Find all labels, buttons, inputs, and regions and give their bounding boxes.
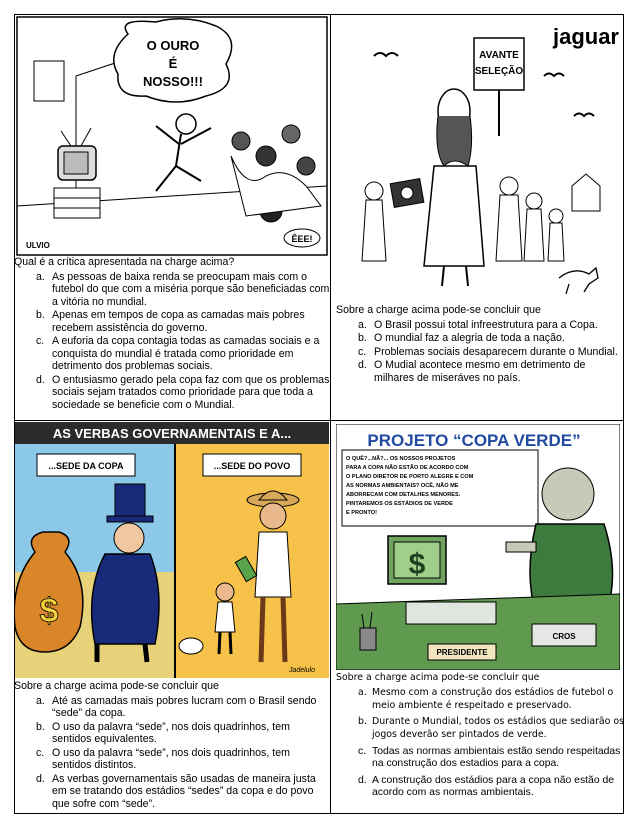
sign-line-1: AVANTE	[479, 50, 519, 61]
right-panel-label: ...SEDE DO POVO	[213, 461, 291, 471]
speech-line-4: AS NORMAS AMBIENTAIS? OCÊ, NÃO ME	[346, 483, 459, 489]
nameplate: PRESIDENTE	[436, 648, 488, 657]
cartoon-signature: jaguar	[552, 24, 619, 49]
speech-line-1: O QUÊ?...NÃ?... OS NOSSOS PROJETOS	[346, 456, 456, 462]
question-2-options	[336, 319, 624, 385]
question-1-option-b[interactable]: b. Apenas em tempos de copa as camadas mais pobres recebem assistência do governo.	[36, 309, 305, 334]
money-bag-dollar: $	[39, 592, 59, 630]
question-2	[336, 304, 624, 385]
question-2-prompt: Sobre a charge acima pode-se concluir que	[336, 304, 541, 316]
speech-line-6: PINTAREMOS OS ESTÁDIOS DE VERDE	[346, 501, 453, 507]
question-1-option-c[interactable]: c. A euforia da copa contagia todas as camadas sociais e a conquista do mundial é tratada como prioridade em detrimento dos problemas sociais.	[36, 335, 320, 372]
question-4-option-a[interactable]: a. Mesmo com a construção dos estádios de futebol o meio ambiente é respeitado e preservado.	[358, 686, 614, 711]
speech-line-3: NOSSO!!!	[143, 74, 203, 89]
question-2-option-a[interactable]: a. O Brasil possui total infreestrutura para a Copa.	[358, 318, 598, 331]
question-3	[14, 680, 330, 811]
question-1	[14, 256, 330, 412]
question-4-option-c[interactable]: c. Todas as normas ambientais estão sendo respeitadas na construção dos estadios para a copa.	[358, 745, 621, 770]
cartoon-title: PROJETO “COPA VERDE”	[367, 431, 581, 450]
question-4-options	[336, 687, 624, 800]
speech-line-1: O OURO	[146, 38, 200, 53]
row-divider	[14, 420, 624, 421]
question-4-option-b[interactable]: b. Durante o Mundial, todos os estádios que sediarão os jogos deverão ser pintados de verde.	[358, 716, 624, 741]
cartoon-sede	[15, 422, 329, 678]
speech-line-5: ABORRECAM COM DETALHES MENORES.	[346, 492, 461, 498]
left-panel-label: ...SEDE DA COPA	[48, 461, 124, 471]
column-divider	[330, 14, 331, 814]
speech-line-3: O PLANO DIRETOR DE PORTO ALEGRE E COM	[346, 474, 474, 480]
question-3-option-a[interactable]: a. Até as camadas mais pobres lucram com o Brasil sendo “sede” da copa.	[36, 694, 317, 719]
cartoon-signature: ULVIO	[26, 241, 50, 250]
cartoon-copa-verde	[336, 424, 620, 670]
question-1-prompt: Qual é a crítica apresentada na charge acima?	[14, 256, 235, 268]
cartoon-signature: Jadelulo	[288, 667, 315, 674]
question-4-prompt: Sobre a charge acima pode-se concluir que	[336, 672, 540, 683]
question-1-options	[14, 271, 330, 412]
question-3-option-b[interactable]: b. O uso da palavra “sede”, nos dois quadrinhos, tem sentidos equivalentes.	[36, 720, 290, 745]
monitor-dollar: $	[408, 548, 426, 581]
speech-line-2: PARA A COPA NÃO ESTÃO DE ACORDO COM	[346, 465, 469, 471]
question-3-options	[14, 695, 330, 811]
question-4	[336, 672, 624, 804]
speech-line-2: É	[168, 56, 178, 71]
question-2-option-b[interactable]: b. O mundial faz a alegria de toda a nação.	[358, 332, 565, 344]
question-2-option-d[interactable]: d. O Mudial acontece mesmo em detrimento de milhares de miseráves no país.	[358, 359, 586, 384]
box-label: CROS	[552, 632, 576, 641]
shout-text: ÊEE!	[291, 234, 313, 244]
question-3-prompt: Sobre a charge acima pode-se concluir que	[14, 680, 219, 692]
speech-line-7: E PRONTO!	[346, 510, 377, 516]
cartoon-ouro-nosso	[16, 16, 328, 256]
cartoon-title: AS VERBAS GOVERNAMENTAIS E A...	[52, 426, 292, 441]
sign-line-2: SELEÇÃO	[474, 66, 524, 77]
question-1-option-d[interactable]: d. O entusiasmo gerado pela copa faz com que os problemas sociais sejam tratados como prioridade para que toda a sociedade se beneficie com o Mundial.	[36, 373, 330, 411]
cartoon-avante-selecao	[334, 16, 622, 298]
question-3-option-d[interactable]: d. As verbas governamentais são usadas de maneira justa em se tratando dos estádios “sedes” da copa e do povo que sofre com “sede”.	[36, 772, 316, 810]
question-4-option-d[interactable]: d. A construção dos estádios para a copa não estão de acordo com as normas ambientais.	[358, 774, 615, 799]
question-1-option-a[interactable]: a. As pessoas de baixa renda se preocupam mais com o futebol do que com a miséria porque são beneficiadas com a vitória no mundial.	[36, 270, 330, 308]
question-3-option-c[interactable]: c. O uso da palavra “sede”, nos dois quadrinhos, tem sentidos distintos.	[36, 746, 290, 771]
question-2-option-c[interactable]: c. Problemas sociais desaparecem durante o Mundial.	[358, 345, 618, 358]
